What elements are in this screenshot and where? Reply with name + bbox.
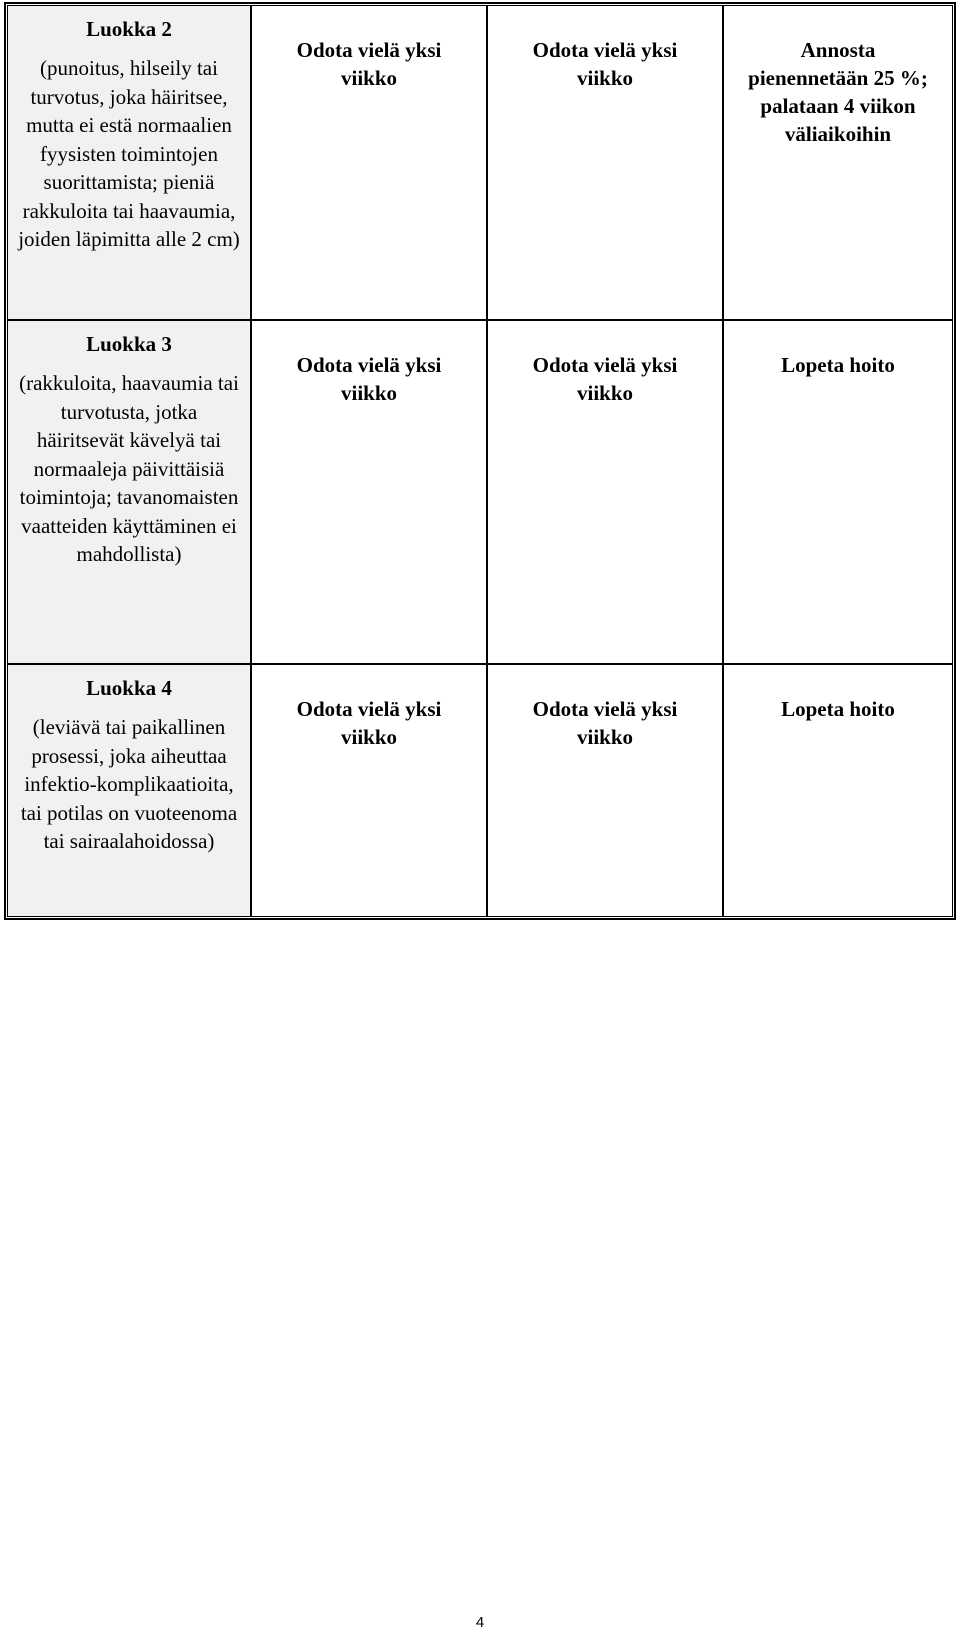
table-body bbox=[7, 5, 953, 917]
grade-cell bbox=[7, 320, 251, 664]
action-text: Lopeta hoito bbox=[781, 697, 895, 721]
action-cell bbox=[251, 664, 487, 917]
action-text: Odota vielä yksi viikko bbox=[296, 697, 442, 749]
table-row bbox=[7, 664, 953, 917]
action-text: Odota vielä yksi viikko bbox=[532, 697, 678, 749]
action-text: Odota vielä yksi viikko bbox=[532, 38, 678, 90]
action-cell bbox=[487, 664, 723, 917]
grade-description: (leviävä tai paikallinen prosessi, joka aiheuttaa infektio-komplikaatioita, tai potilas on vuoteenoma tai sairaalahoidossa) bbox=[20, 715, 238, 853]
grade-cell bbox=[7, 664, 251, 917]
action-text: Odota vielä yksi viikko bbox=[296, 353, 442, 405]
action-text: Odota vielä yksi viikko bbox=[296, 38, 442, 90]
grade-cell bbox=[7, 5, 251, 320]
table-row bbox=[7, 5, 953, 320]
grade-description: (rakkuloita, haavaumia tai turvotusta, jotka häiritsevät kävelyä tai normaaleja päivittäisiä toimintoja; tavanomaisten vaatteiden käyttäminen ei mahdollista) bbox=[19, 371, 239, 566]
page-number: 4 bbox=[475, 1614, 485, 1631]
table-row bbox=[7, 320, 953, 664]
grade-title: Luokka 3 bbox=[86, 332, 172, 356]
action-text: Annosta pienennetään 25 %; palataan 4 viikon väliaikoihin bbox=[748, 38, 928, 146]
grade-title: Luokka 4 bbox=[86, 676, 172, 700]
action-cell bbox=[487, 5, 723, 320]
action-cell bbox=[723, 320, 953, 664]
action-text: Lopeta hoito bbox=[781, 353, 895, 377]
action-cell bbox=[723, 664, 953, 917]
action-cell bbox=[487, 320, 723, 664]
grade-title: Luokka 2 bbox=[86, 17, 172, 41]
action-cell bbox=[251, 320, 487, 664]
grade-description: (punoitus, hilseily tai turvotus, joka häiritsee, mutta ei estä normaalien fyysisten toimintojen suorittamista; pieniä rakkuloita tai haavaumia, joiden läpimitta alle 2 cm) bbox=[18, 56, 240, 251]
action-cell bbox=[723, 5, 953, 320]
dose-adjustment-table bbox=[4, 2, 956, 920]
action-text: Odota vielä yksi viikko bbox=[532, 353, 678, 405]
action-cell bbox=[251, 5, 487, 320]
